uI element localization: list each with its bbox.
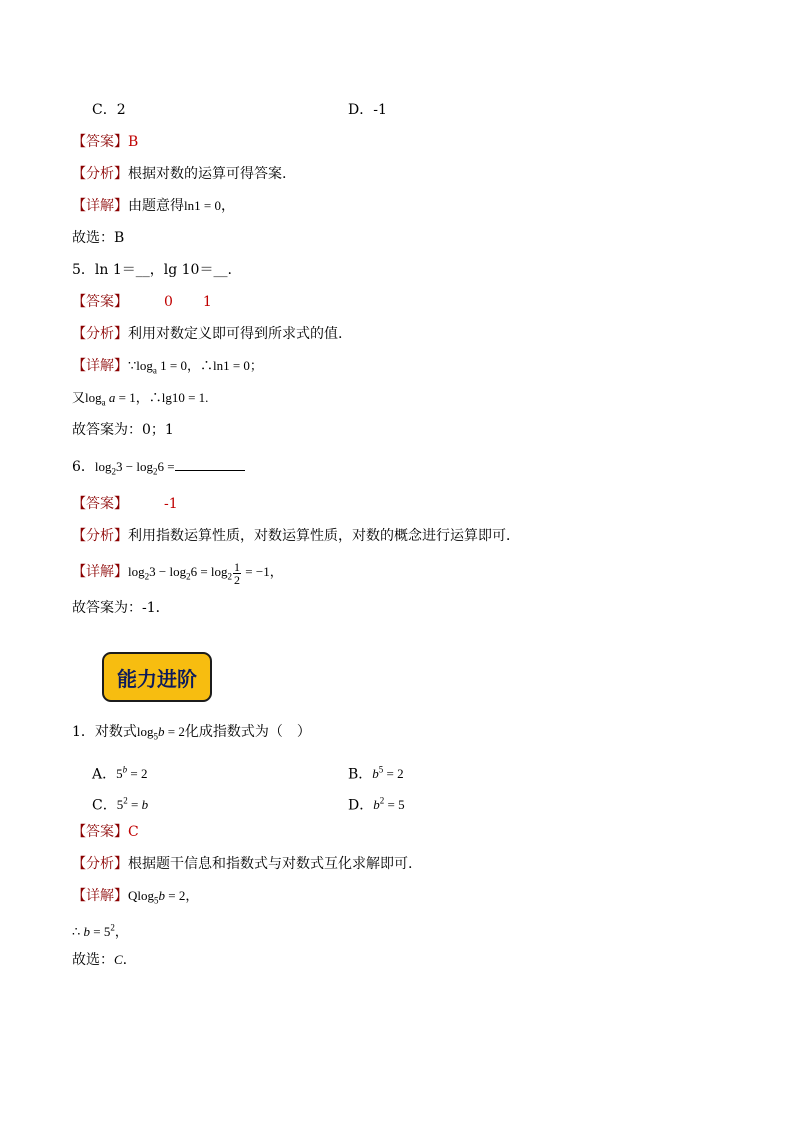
answer-value: B (128, 134, 139, 150)
detail-tag: 【详解】 (72, 888, 128, 904)
fraction (233, 561, 241, 586)
analysis-line (72, 164, 286, 184)
question-number: 6． (72, 459, 95, 475)
math-subscript: 2 (111, 466, 117, 477)
analysis-text: 利用指数运算性质，对数运算性质，对数的概念进行运算即可． (128, 528, 520, 544)
math-subscript: a (101, 397, 106, 408)
math-part: 3 − log (149, 564, 187, 579)
stem-math (136, 724, 185, 742)
math-superscript: b (122, 765, 128, 775)
detail-math: ln1 = 0 (184, 198, 221, 213)
q5-stem: 5．ln 1＝__，lg 10＝__. (72, 262, 232, 278)
answer-tag: 【答案】 (72, 294, 128, 310)
math-superscript: 2 (379, 796, 385, 806)
detail-punct: ， (220, 198, 235, 214)
math-subscript: 2 (144, 571, 150, 582)
math-subscript: 5 (153, 731, 159, 742)
answer-value: C (128, 824, 139, 840)
answer-value-1: 0 (164, 294, 173, 310)
math-subscript: 2 (153, 466, 158, 477)
math-part: ∴ (72, 924, 84, 940)
q5-detail-line-2 (72, 388, 208, 413)
answer-tag: 【答案】 (72, 134, 128, 150)
option-c: C．2 (92, 102, 126, 118)
detail-tag: 【详解】 (72, 358, 128, 374)
detail-text: 由题意得 (128, 198, 184, 214)
math-part: log (128, 564, 145, 579)
option-label: A． (92, 766, 117, 783)
q5-detail-line (72, 356, 263, 381)
final-text: 故选： (72, 952, 114, 968)
math-part: = 2 (127, 766, 148, 782)
math-part: = 2 (164, 724, 185, 739)
option-label: C． (92, 797, 117, 814)
answer-blank (175, 456, 245, 471)
math-part: ∵log (128, 358, 153, 373)
select-line: 故选：B (72, 230, 125, 246)
math-superscript: 5 (378, 765, 384, 775)
math-part: 5 (116, 766, 123, 782)
analysis-text: 根据对数的运算可得答案. (128, 166, 287, 182)
math-part: 又log (72, 390, 102, 405)
analysis-tag: 【分析】 (72, 326, 128, 342)
math-part: = 2， (165, 888, 199, 903)
fraction-numerator: 1 (234, 559, 241, 574)
detail-tag: 【详解】 (72, 564, 128, 580)
q6-analysis-line (72, 526, 520, 546)
q1-option-d (348, 791, 405, 815)
math-part: 3 − log (116, 459, 153, 474)
q1-detail-line (72, 886, 198, 911)
final-text: . (122, 952, 128, 968)
math-part: 5 (116, 797, 124, 813)
answer-value-2: 1 (202, 294, 212, 310)
math-superscript: 2 (123, 796, 128, 806)
answer-tag: 【答案】 (72, 824, 128, 840)
analysis-tag: 【分析】 (72, 856, 128, 872)
q1-option-b (348, 760, 404, 784)
question-math (94, 459, 175, 477)
analysis-text: 利用对数定义即可得到所求式的值. (128, 326, 343, 342)
math-variable: b (372, 766, 379, 782)
q1-analysis-line (72, 854, 412, 874)
q1-option-c (92, 791, 148, 815)
q5-final: 故答案为：0；1 (72, 422, 174, 438)
q6-final: 故答案为：-1． (72, 600, 170, 616)
q5-analysis-line (72, 324, 342, 344)
q6-answer-line (72, 494, 178, 514)
math-variable: b (83, 924, 91, 940)
option-label: D． (348, 797, 374, 814)
math-part: = 5 (384, 797, 405, 813)
option-label: B． (348, 766, 373, 783)
math-subscript: 2 (186, 571, 191, 582)
section-badge: 能力进阶 (102, 652, 212, 702)
math-part: log (136, 724, 154, 739)
q1-answer-line (72, 822, 139, 842)
math-part: = 2 (383, 766, 404, 782)
q1-final (72, 950, 127, 970)
math-part: = 5 (90, 924, 111, 940)
answer-tag: 【答案】 (72, 496, 128, 512)
math-part: 1 = 0，∴ln1 = 0； (156, 358, 263, 373)
q1-detail-line-2 (72, 918, 128, 942)
stem-text: 1．对数式 (72, 724, 137, 740)
detail-math (72, 924, 128, 939)
option-d: D．-1 (348, 102, 387, 118)
math-variable: C (114, 952, 123, 967)
math-part: Qlog (128, 888, 154, 903)
q1-option-a (92, 760, 147, 784)
math-variable: a (108, 390, 116, 405)
option-math (372, 766, 403, 781)
q6-stem (72, 456, 245, 482)
math-superscript: 2 (110, 923, 115, 933)
detail-math (128, 358, 263, 376)
option-math (373, 797, 404, 812)
detail-math (128, 888, 199, 906)
q1-stem (72, 722, 311, 747)
math-subscript: 2 (227, 571, 233, 582)
math-variable: b (158, 724, 165, 739)
math-part: = (127, 797, 142, 813)
analysis-text: 根据题干信息和指数式与对数式互化求解即可. (128, 856, 413, 872)
stem-text: 化成指数式为（ ） (184, 724, 311, 740)
analysis-tag: 【分析】 (72, 166, 128, 182)
math-part: = −1， (242, 564, 283, 579)
detail-line (72, 196, 235, 216)
option-math (117, 797, 148, 812)
math-part: = 1，∴lg10 = 1. (115, 390, 209, 405)
answer-value: -1 (164, 496, 178, 512)
detail-math (72, 390, 209, 408)
option-math (116, 766, 147, 781)
answer-line (72, 132, 138, 152)
detail-math (128, 559, 283, 587)
math-part: ， (114, 924, 128, 940)
fraction-denominator: 2 (234, 572, 241, 587)
math-variable: b (158, 888, 165, 903)
math-part: 6 = log (190, 564, 228, 579)
math-subscript: a (152, 365, 157, 376)
detail-tag: 【详解】 (72, 198, 128, 214)
math-variable: b (141, 797, 149, 813)
q5-answer-line (72, 292, 212, 312)
math-part: log (94, 459, 112, 474)
q6-detail-line (72, 558, 283, 591)
math-variable: b (373, 797, 380, 813)
math-subscript: 5 (154, 895, 159, 906)
math-part: 6 = (157, 459, 175, 474)
analysis-tag: 【分析】 (72, 528, 128, 544)
